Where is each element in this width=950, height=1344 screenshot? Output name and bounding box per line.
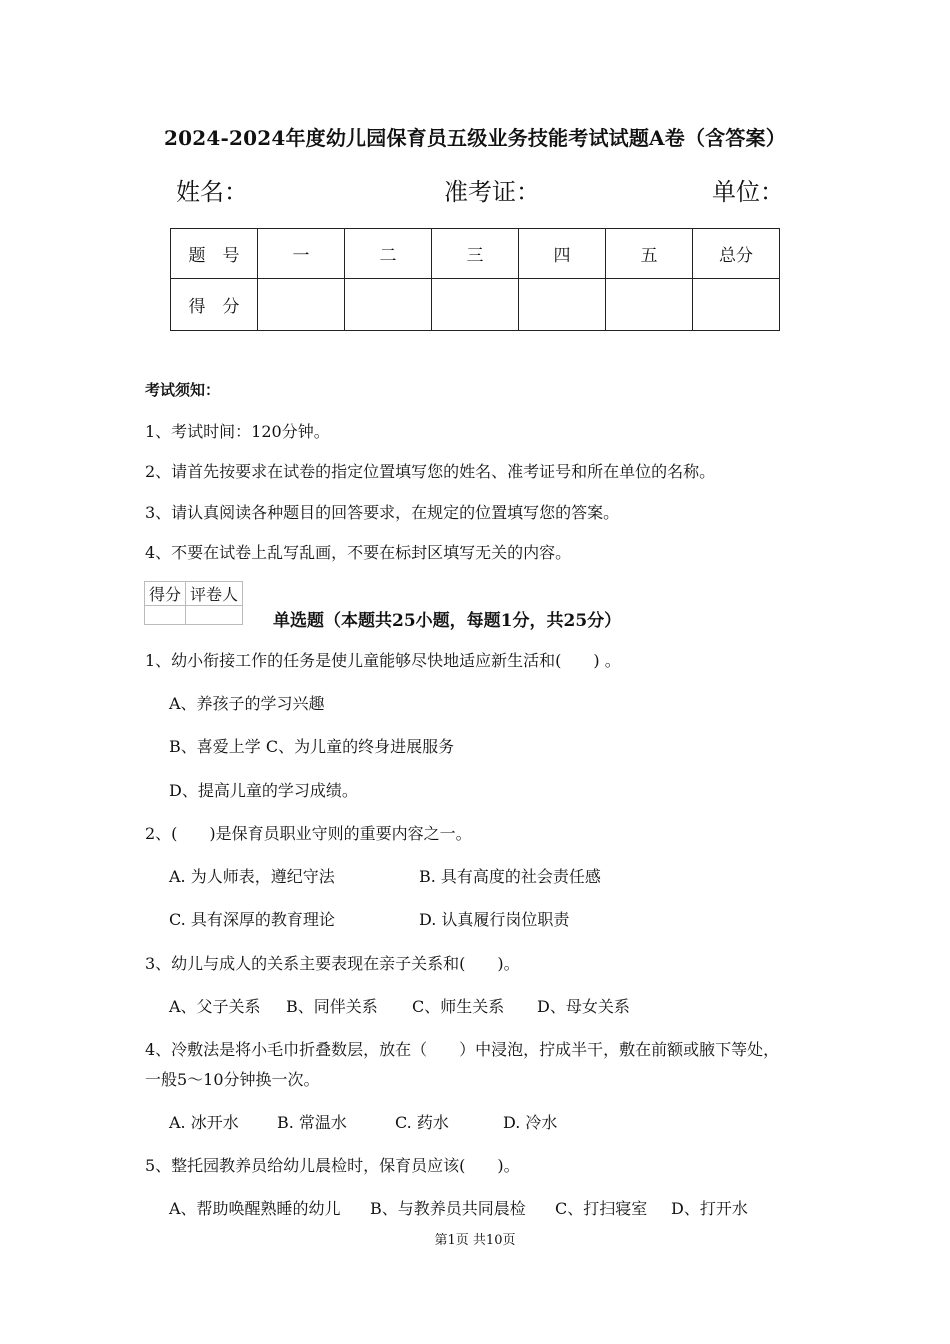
score-cell[interactable] <box>519 279 606 331</box>
notice-item: 3、请认真阅读各种题目的回答要求，在规定的位置填写您的答案。 <box>145 503 620 522</box>
score-header-cell: 题 号 <box>171 229 258 279</box>
score-cell[interactable] <box>606 279 693 331</box>
score-table-score-row <box>171 279 780 331</box>
question-option: A、父子关系 <box>169 997 261 1016</box>
question-stem: 5、整托园教养员给幼儿晨检时，保育员应该( )。 <box>145 1156 520 1175</box>
grader-name-label: 评卷人 <box>186 582 243 606</box>
question-stem: 3、幼儿与成人的关系主要表现在亲子关系和( )。 <box>145 954 520 973</box>
question-option: B、与教养员共同晨检 <box>370 1199 526 1218</box>
score-cell[interactable] <box>345 279 432 331</box>
notice-heading: 考试须知： <box>145 381 221 399</box>
score-header-cell: 五 <box>606 229 693 279</box>
score-header-cell: 三 <box>432 229 519 279</box>
question-option: A. 为人师表，遵纪守法 <box>169 867 335 886</box>
page-footer: 第1页 共10页 <box>434 1233 516 1248</box>
question-option: D、母女关系 <box>537 997 630 1016</box>
score-header-cell: 一 <box>258 229 345 279</box>
question-option: B. 具有高度的社会责任感 <box>419 867 601 886</box>
score-cell[interactable] <box>258 279 345 331</box>
name-label: 姓名： <box>176 178 248 206</box>
score-cell[interactable] <box>432 279 519 331</box>
question-option: B、喜爱上学 C、为儿童的终身进展服务 <box>169 737 455 756</box>
score-header-cell: 四 <box>519 229 606 279</box>
exam-number-label: 准考证： <box>444 178 540 206</box>
section-title: 单选题（本题共25小题，每题1分，共25分） <box>273 611 622 631</box>
question-option: B. 常温水 <box>277 1113 347 1132</box>
question-option: D、提高儿童的学习成绩。 <box>169 781 358 800</box>
question-option: A、养孩子的学习兴趣 <box>169 694 325 713</box>
document-title: 2024-2024年度幼儿园保育员五级业务技能考试试题A卷（含答案） <box>164 126 786 150</box>
question-option: B、同伴关系 <box>286 997 378 1016</box>
question-option: D、打开水 <box>671 1199 748 1218</box>
score-header-cell: 总分 <box>693 229 780 279</box>
grader-score-cell[interactable] <box>145 606 186 625</box>
grader-box <box>144 581 243 625</box>
question-option: D. 认真履行岗位职责 <box>419 910 570 929</box>
question-stem: 1、幼小衔接工作的任务是使儿童能够尽快地适应新生活和( ) 。 <box>145 651 621 670</box>
question-option: C. 药水 <box>395 1113 449 1132</box>
question-option: C、打扫寝室 <box>555 1199 648 1218</box>
grader-name-cell[interactable] <box>186 606 243 625</box>
score-table-header-row <box>171 229 780 279</box>
unit-label: 单位： <box>712 178 784 206</box>
grader-score-label: 得分 <box>145 582 186 606</box>
notice-item: 1、考试时间：120分钟。 <box>145 422 330 441</box>
score-table <box>170 228 780 331</box>
question-option: A. 冰开水 <box>169 1113 239 1132</box>
question-option: D. 冷水 <box>503 1113 558 1132</box>
question-option: C. 具有深厚的教育理论 <box>169 910 335 929</box>
score-header-cell: 二 <box>345 229 432 279</box>
notice-item: 4、不要在试卷上乱写乱画，不要在标封区填写无关的内容。 <box>145 543 572 562</box>
notice-item: 2、请首先按要求在试卷的指定位置填写您的姓名、准考证号和所在单位的名称。 <box>145 462 716 481</box>
question-option: A、帮助唤醒熟睡的幼儿 <box>169 1199 341 1218</box>
question-stem-continued: 一般5～10分钟换一次。 <box>145 1070 320 1089</box>
question-stem: 2、( )是保育员职业守则的重要内容之一。 <box>145 824 472 843</box>
score-cell[interactable] <box>693 279 780 331</box>
question-stem: 4、冷敷法是将小毛巾折叠数层，放在（ ）中浸泡，拧成半干，敷在前额或腋下等处， <box>145 1040 780 1059</box>
question-option: C、师生关系 <box>412 997 505 1016</box>
score-row-label: 得 分 <box>171 279 258 331</box>
